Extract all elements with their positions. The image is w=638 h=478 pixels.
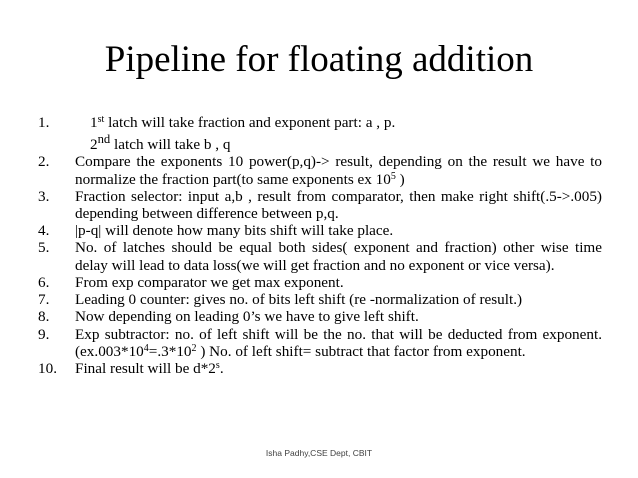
list-item-number: 2.	[38, 153, 50, 171]
text-run: 1	[90, 114, 98, 131]
text-run: Compare the exponents 10 power(p,q)-> result, depending on the result we have to normalize the fraction part(to same exponents ex 10	[75, 153, 602, 188]
text-run: latch will take fraction and exponent part: a , p.	[104, 114, 396, 131]
list-item-number: 3.	[38, 187, 50, 205]
text-run: latch will take b , q	[110, 136, 231, 154]
superscript: st	[97, 114, 105, 125]
list-item-text	[75, 153, 602, 187]
superscript: s	[215, 359, 220, 371]
text-run: ) No. of left shift= subtract that factor from exponent.	[196, 342, 526, 360]
list-item	[38, 360, 602, 377]
list-item-number: 10.	[38, 359, 57, 377]
text-run: =.3*10	[148, 342, 192, 360]
list-item	[38, 222, 602, 239]
superscript: nd	[97, 132, 111, 147]
list-item	[38, 274, 602, 291]
text-run: Leading 0 counter: gives no. of bits left shift (re -normalization of result.)	[75, 291, 523, 309]
numbered-list	[38, 114, 602, 377]
list-item-text	[75, 274, 602, 291]
list-item-number: 9.	[38, 325, 50, 343]
text-run: 2	[90, 136, 98, 154]
list-item-text	[75, 291, 602, 308]
superscript: 5	[390, 170, 396, 182]
list-item-text	[75, 326, 602, 360]
list-item-number: 1.	[38, 114, 50, 131]
list-item-text	[75, 188, 602, 222]
slide-title: Pipeline for floating addition	[104, 39, 534, 80]
list-item-number: 8.	[38, 308, 50, 326]
list-item-number: 5.	[38, 239, 50, 257]
text-run: No. of latches should be equal both sides( exponent and fraction) other wise time delay will lead to data loss(we will get fraction and no exponent or vice versa).	[75, 239, 602, 274]
list-item-number: 6.	[38, 273, 50, 291]
text-run: Fraction selector: input a,b , result from comparator, then make right shift(.5->.005) depending between difference between p,q.	[75, 187, 602, 223]
list-item	[38, 326, 602, 360]
list-item	[38, 239, 602, 273]
superscript: 4	[143, 342, 149, 354]
slide-footer: Isha Padhy,CSE Dept, CBIT	[265, 448, 373, 458]
list-item	[38, 308, 602, 325]
text-run: .	[219, 359, 224, 377]
text-run: Exp subtractor: no. of left shift will be the no. that will be deducted from exponent.(ex.003*10	[75, 325, 602, 360]
list-item-text	[75, 308, 602, 325]
superscript: 2	[191, 342, 197, 354]
text-run: From exp comparator we get max exponent.	[75, 273, 344, 291]
list-item-text	[75, 114, 602, 131]
list-item	[38, 153, 602, 187]
list-item-number: 4.	[38, 222, 50, 240]
text-run: )	[395, 170, 405, 188]
list-item	[38, 114, 602, 153]
list-item	[38, 291, 602, 308]
list-item-text	[75, 360, 602, 377]
text-run: Now depending on leading 0’s we have to give left shift.	[75, 308, 419, 326]
text-run: Final result will be d*2	[75, 359, 216, 377]
list-item-text	[75, 239, 602, 273]
list-item-number: 7.	[38, 291, 50, 309]
list-item-subline	[75, 131, 602, 153]
list-item	[38, 188, 602, 222]
list-item-text	[75, 222, 602, 239]
text-run: |p-q| will denote how many bits shift will take place.	[75, 222, 394, 240]
